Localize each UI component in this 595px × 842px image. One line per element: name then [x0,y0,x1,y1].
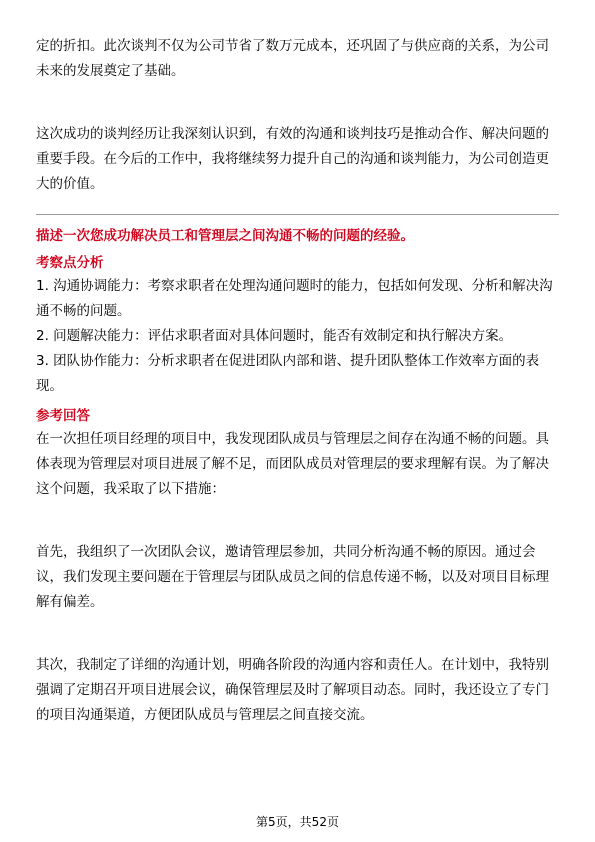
analysis-heading: 考察点分析 [36,255,104,271]
question-body [36,252,559,728]
page-number: 第5页，共52页 [256,815,339,829]
answer-paragraph-1: 在一次担任项目经理的项目中，我发现团队成员与管理层之间存在沟通不畅的问题。具体表现为管理层对项目进展了解不足，而团队成员对管理层的要求理解有误。为了解决这个问题，我采取了以下措施： [36,431,549,497]
question-title: 描述一次您成功解决员工和管理层之间沟通不畅的问题的经验。 [36,228,414,244]
intro-section [36,34,559,197]
analysis-item-2: 2. 问题解决能力：评估求职者面对具体问题时，能否有效制定和执行解决方案。 [36,328,513,344]
intro-paragraph-1: 定的折扣。此次谈判不仅为公司节省了数万元成本，还巩固了与供应商的关系，为公司未来的发展奠定了基础。 [36,38,549,79]
answer-paragraph-3: 其次，我制定了详细的沟通计划，明确各阶段的沟通内容和责任人。在计划中，我特别强调了定期召开项目进展会议，确保管理层及时了解项目动态。同时，我还设立了专门的项目沟通渠道，方便团队成员与管理层之间直接交流。 [36,657,549,723]
analysis-item-3: 3. 团队协作能力：分析求职者在促进团队内部和谐、提升团队整体工作效率方面的表现。 [36,353,540,394]
intro-paragraph-2: 这次成功的谈判经历让我深刻认识到，有效的沟通和谈判技巧是推动合作、解决问题的重要手段。在今后的工作中，我将继续努力提升自己的沟通和谈判能力，为公司创造更大的价值。 [36,126,549,192]
answer-paragraph-2: 首先，我组织了一次团队会议，邀请管理层参加，共同分析沟通不畅的原因。通过会议，我们发现主要问题在于管理层与团队成员之间的信息传递不畅，以及对项目目标理解有偏差。 [36,544,549,610]
analysis-item-1: 1. 沟通协调能力：考察求职者在处理沟通问题时的能力，包括如何发现、分析和解决沟通不畅的问题。 [36,278,553,319]
answer-heading: 参考回答 [36,408,90,424]
section-divider [36,214,559,215]
